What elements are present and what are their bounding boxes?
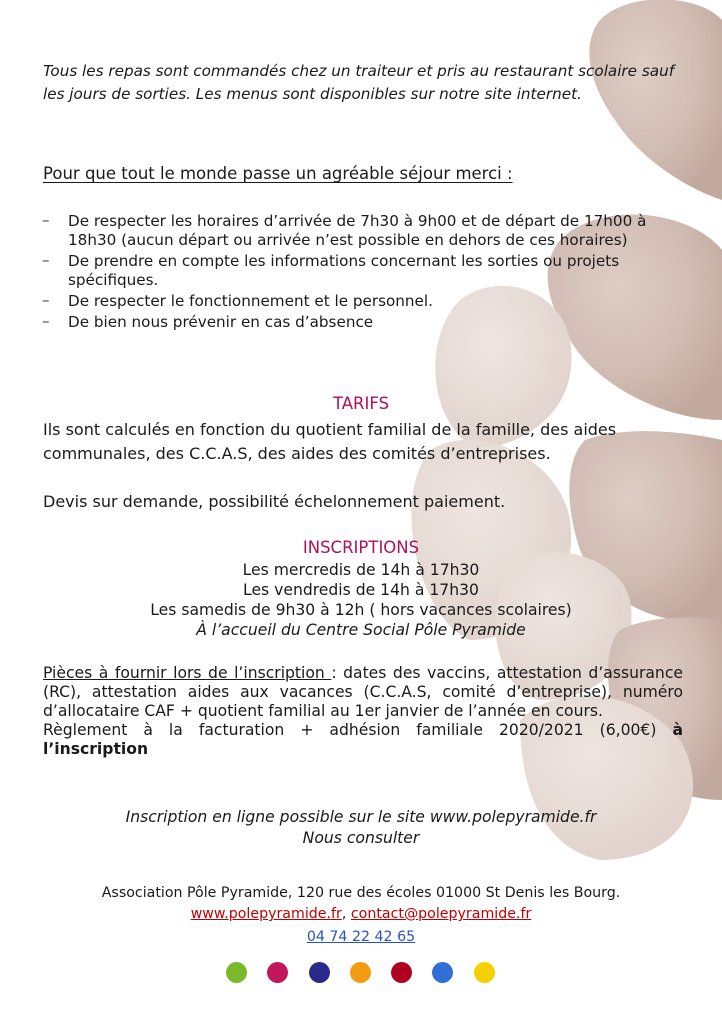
rules-list [40,212,680,334]
color-dot [309,962,330,983]
footer-address: Association Pôle Pyramide, 120 rue des écoles 01000 St Denis les Bourg. [101,885,621,901]
color-dot [267,962,288,983]
link-separator: , [341,906,347,922]
dash-bullet: – [42,312,50,330]
schedule-line: Les vendredis de 14h à 17h30 [243,581,479,599]
dash-bullet: – [42,211,50,229]
color-dot [391,962,412,983]
list-item [40,313,680,332]
footer-links [0,904,722,925]
color-dots [226,962,496,984]
rule-text: De respecter le fonctionnement et le personnel. [68,292,433,310]
color-dot [350,962,371,983]
inscription-place: À l’accueil du Centre Social Pôle Pyramide [196,621,526,639]
rule-text: De bien nous prévenir en cas d’absence [68,313,374,331]
tarifs-text: Ils sont calculés en fonction du quotient familial de la famille, des aides communales, des C.C.A.S, des aides des comités d’entreprises. [43,420,617,463]
list-item [40,252,680,290]
pieces-text: : dates des vaccins, attestation d’assurance (RC), attestation aides aux vacances (C.C.A.S, comité d’entreprise), numéro d’allocataire CAF + quotient familial au 1er janvier de l’année en cours. [43,664,683,720]
consult-line: Nous consulter [302,829,420,847]
footer [0,883,722,948]
tarifs-title: TARIFS [332,394,390,413]
list-item [40,292,680,311]
color-dot [474,962,495,983]
inscriptions-schedule [0,560,722,640]
color-dot [432,962,453,983]
intro-paragraph: Tous les repas sont commandés chez un traiteur et pris au restaurant scolaire sauf les jours de sorties. Les menus sont disponibles sur notre site internet. [43,62,675,103]
online-registration [0,807,722,849]
schedule-line: Les samedis de 9h30 à 12h ( hors vacances scolaires) [150,601,572,619]
inscriptions-title: INSCRIPTIONS [302,538,420,557]
list-item [40,212,680,250]
pieces-paragraph [43,664,683,759]
reglement-bold: à l’inscription [43,721,683,758]
rules-heading: Pour que tout le monde passe un agréable séjour merci : [43,164,513,183]
rule-text: De respecter les horaires d’arrivée de 7h30 à 9h00 et de départ de 17h00 à 18h30 (aucun départ ou arrivée n’est possible en dehors de ces horaires) [68,212,647,249]
schedule-line: Les mercredis de 14h à 17h30 [242,561,480,579]
email-link[interactable]: contact@polepyramide.fr [350,906,532,922]
website-link[interactable]: www.polepyramide.fr [190,906,342,922]
devis-text: Devis sur demande, possibilité échelonnement paiement. [43,492,506,511]
color-dot [226,962,247,983]
online-line: Inscription en ligne possible sur le site www.polepyramide.fr [125,808,597,826]
pieces-label: Pièces à fournir lors de l’inscription [43,664,332,682]
dash-bullet: – [42,251,50,269]
reglement-text: Règlement à la facturation + adhésion familiale 2020/2021 (6,00€) [43,721,673,739]
phone-link[interactable]: 04 74 22 42 65 [306,929,416,945]
dash-bullet: – [42,291,50,309]
rule-text: De prendre en compte les informations concernant les sorties ou projets spécifiques. [68,252,620,289]
